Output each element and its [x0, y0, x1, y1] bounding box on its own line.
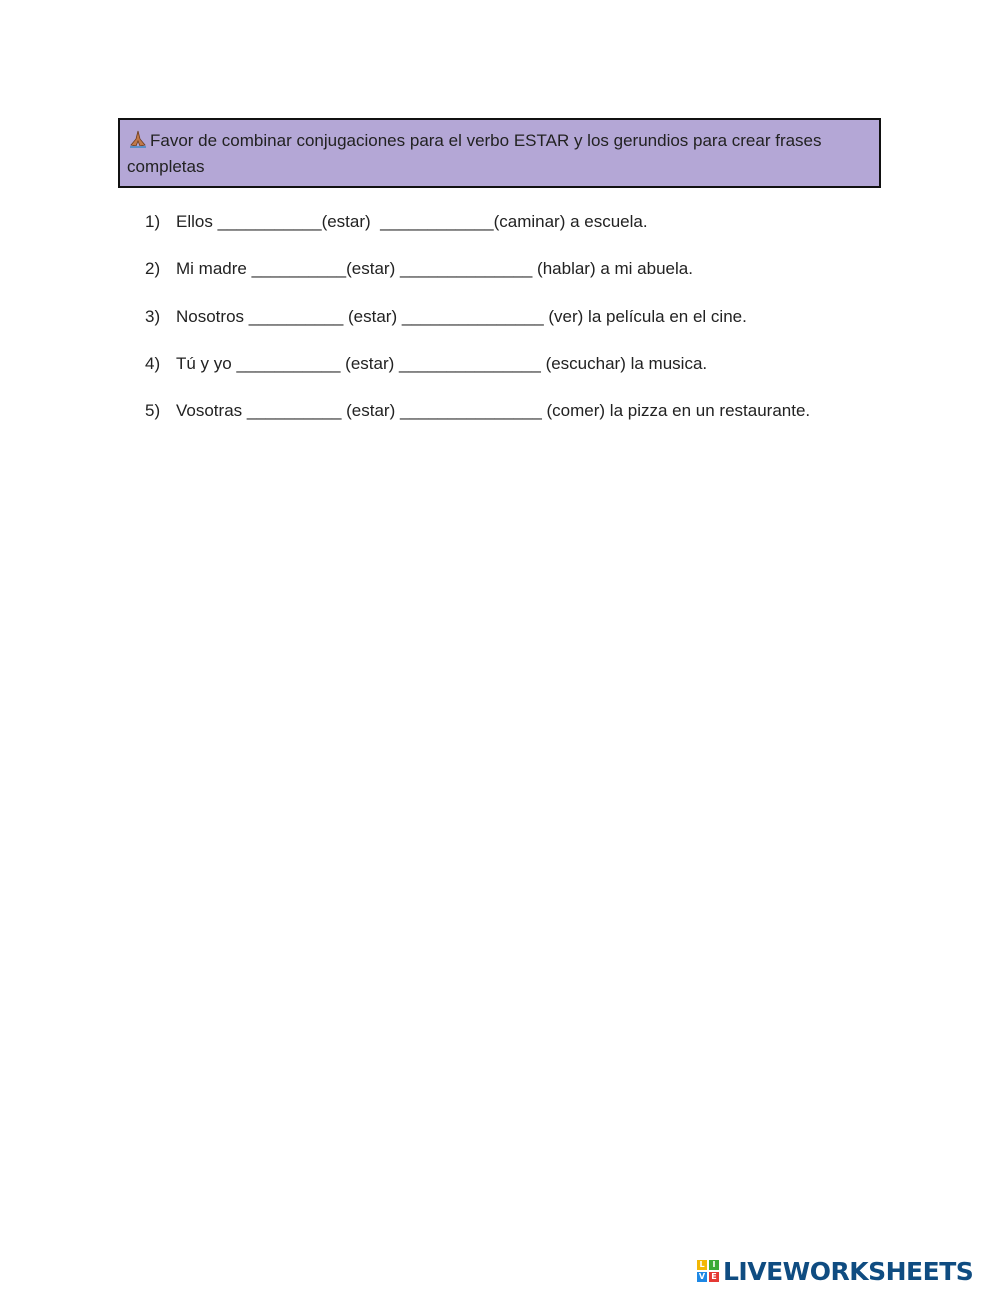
instruction-box: [118, 118, 881, 188]
exercise-item: [145, 303, 810, 350]
exercise-item: [145, 208, 810, 255]
instruction-text: Favor de combinar conjugaciones para el verbo ESTAR y los gerundios para crear frases completas: [127, 131, 822, 176]
exercise-number: 4): [145, 353, 161, 373]
liveworksheets-logo[interactable]: [697, 1256, 973, 1286]
exercise-number: 2): [145, 259, 161, 279]
exercise-text: Nosotros __________ (estar) _______________ (ver) la película en el cine.: [176, 306, 747, 326]
exercise-item: [145, 350, 810, 397]
instruction-text-container: [127, 128, 867, 180]
logo-mark-letter: V: [698, 1272, 706, 1281]
exercise-text: Tú y yo ___________ (estar) _______________ (escuchar) la musica.: [176, 353, 708, 373]
exercise-item: [145, 255, 810, 302]
exercise-number: 3): [145, 306, 161, 326]
exercise-text: Vosotras __________ (estar) _______________ (comer) la pizza en un restaurante.: [176, 401, 811, 421]
logo-mark-letter: L: [697, 1260, 707, 1270]
exercise-list: [145, 208, 810, 444]
logo-text: LIVEWORKSHEETS: [723, 1256, 974, 1286]
logo-mark-letter: E: [709, 1272, 719, 1282]
exercise-item: [145, 397, 810, 444]
exercise-text: Ellos ___________(estar) ____________(caminar) a escuela.: [176, 212, 648, 231]
exercise-number: 1): [145, 212, 161, 231]
exercise-number: 5): [145, 401, 161, 421]
exercise-text: Mi madre __________(estar) ______________ (hablar) a mi abuela.: [176, 259, 693, 279]
folded-hands-icon: [127, 130, 149, 148]
logo-mark-icon: [697, 1260, 719, 1282]
logo-mark-letter: I: [709, 1260, 719, 1270]
